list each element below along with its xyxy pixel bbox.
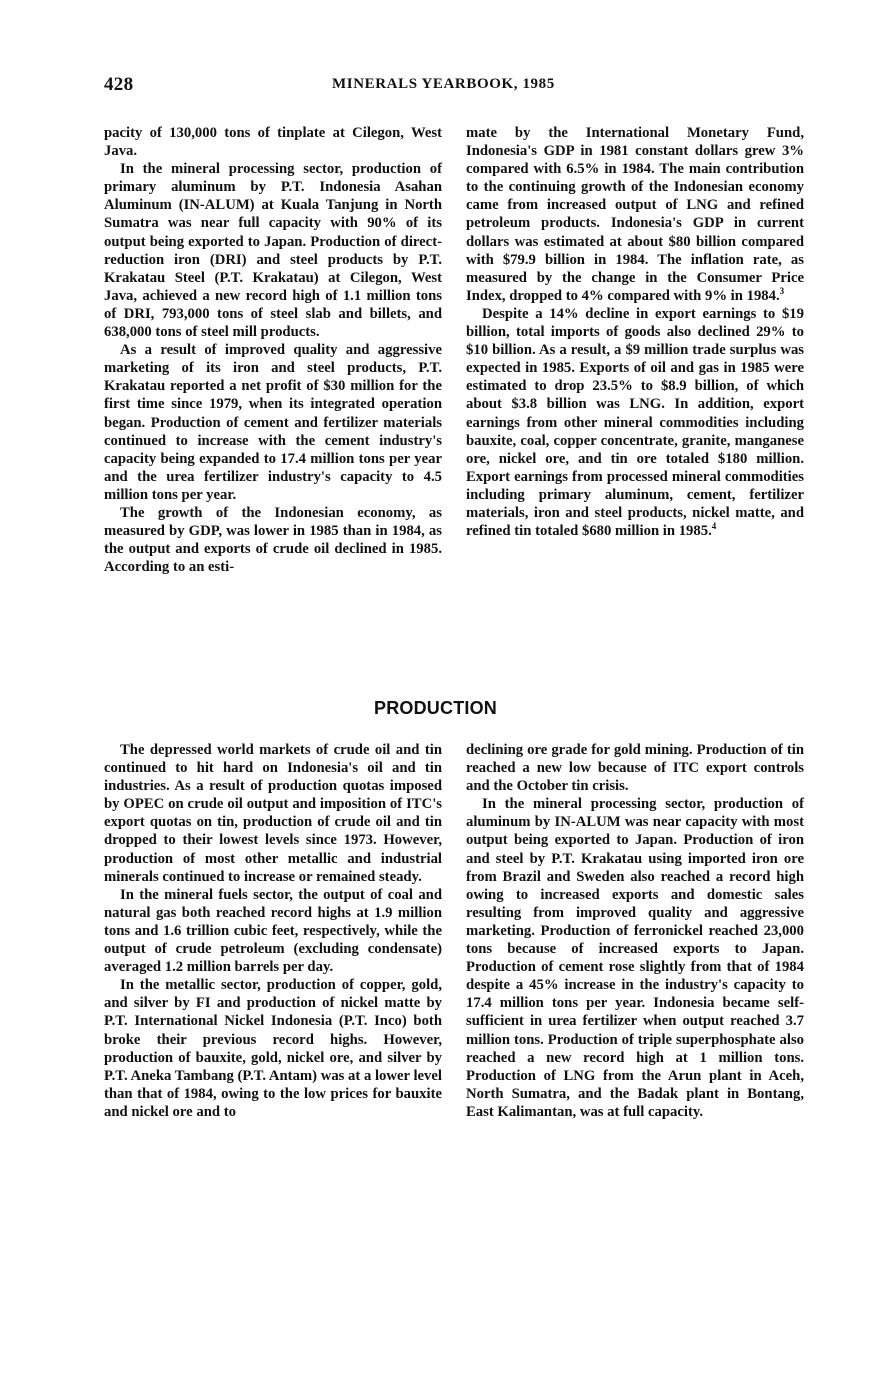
top-right-column: [466, 124, 804, 540]
paragraph: declining ore grade for gold mining. Production of tin reached a new low because of ITC export controls and the October tin crisis.: [466, 742, 804, 795]
paragraph: In the mineral fuels sector, the output of coal and natural gas both reached record highs at 1.9 million tons and 1.6 trillion cubic feet, respectively, while the output of crude petroleum (excluding condensate) averaged 1.2 million barrels per day.: [104, 886, 442, 976]
paragraph: In the mineral processing sector, production of aluminum by IN-ALUM was near capacity with most output being exported to Japan. Production of iron and steel by P.T. Krakatau using imported iron ore from Brazil and Sweden also reached a record high owing to increased exports and domestic sales resulting from improved quality and aggressive marketing. Production of ferronickel reached 23,000 tons because of increased exports to Japan. Production of cement rose slightly from that of 1984 despite a 45% increase in the industry's capacity to 17.4 million tons per year. Indonesia became self-sufficient in urea fertilizer when output reached 3.7 million tons. Production of triple superphosphate also reached a new record high at 1 million tons. Production of LNG from the Arun plant in Aceh, North Sumatra, and the Badak plant in Bontang, East Kalimantan, was at full capacity.: [466, 796, 804, 1120]
paragraph: [466, 124, 804, 305]
paragraph: The depressed world markets of crude oil and tin continued to hit hard on Indonesia's oil and tin industries. As a result of production quotas imposed by OPEC on crude oil output and imposition of ITC's export quotas on tin, production of crude oil and tin dropped to their lowest levels since 1973. However, production of most other metallic and industrial minerals continued to increase or remained steady.: [104, 742, 442, 885]
paragraph: [466, 305, 804, 540]
top-left-column: [104, 124, 442, 576]
paragraph: As a result of improved quality and aggressive marketing of its iron and steel products, P.T. Krakatau reported a net profit of $30 million for the first time since 1979, when its integrated operation began. Production of cement and fertilizer materials continued to increase with the cement industry's capacity being expanded to 17.4 million tons per year and the urea fertilizer industry's capacity to 4.5 million tons per year.: [104, 342, 442, 503]
running-head: MINERALS YEARBOOK, 1985: [332, 76, 555, 92]
page-header: [104, 74, 808, 100]
page-number: 428: [104, 74, 134, 95]
paragraph: The growth of the Indonesian economy, as measured by GDP, was lower in 1985 than in 1984, as the output and exports of crude oil declined in 1985. According to an esti-: [104, 504, 442, 576]
paragraph-text: Despite a 14% decline in export earnings to $19 billion, total imports of goods also declined 29% to $10 billion. As a result, a $9 million trade surplus was expected in 1985. Exports of oil and gas in 1985 were estimated to drop 23.5% to $8.9 billion, of which about $3.8 billion was LNG. In addition, export earnings from other mineral commodities including bauxite, coal, copper concentrate, granite, manganese ore, nickel ore, and tin ore totaled $180 million. Export earnings from processed mineral commodities including primary aluminum, cement, fertilizer materials, iron and steel products, nickel matte, and refined tin totaled $680 million in 1985.: [466, 305, 804, 540]
paragraph: In the metallic sector, production of copper, gold, and silver by FI and production of nickel matte by P.T. International Nickel Indonesia (P.T. Inco) both broke their previous record highs. However, production of bauxite, gold, nickel ore, and silver by P.T. Aneka Tambang (P.T. Antam) was at a lower level than that of 1984, owing to the low prices for bauxite and nickel ore and to: [104, 977, 442, 1120]
footnote-mark: 4: [711, 521, 717, 532]
section-heading: PRODUCTION: [374, 698, 497, 718]
bottom-left-column: [104, 741, 442, 1121]
paragraph: pacity of 130,000 tons of tinplate at Cilegon, West Java.: [104, 125, 442, 160]
bottom-right-column: [466, 741, 804, 1121]
footnote-mark: 3: [779, 285, 785, 296]
paragraph: In the mineral processing sector, production of primary aluminum by P.T. Indonesia Asahan Aluminum (IN-ALUM) at Kuala Tanjung in North Sumatra was near full capacity with 90% of its output being exported to Japan. Production of direct-reduction iron (DRI) and steel products by P.T. Krakatau Steel (P.T. Krakatau) at Cilegon, West Java, achieved a new record high of 1.1 million tons of DRI, 793,000 tons of steel slab and billets, and 638,000 tons of steel mill products.: [104, 161, 442, 341]
paragraph-text: mate by the International Monetary Fund, Indonesia's GDP in 1981 constant dollars grew 3% compared with 6.5% in 1984. The main contribution to the continuing growth of the Indonesian economy came from increased output of LNG and refined petroleum products. Indonesia's GDP in current dollars was estimated at about $80 billion compared with $79.9 billion in 1984. The inflation rate, as measured by the change in the Consumer Price Index, dropped to 4% compared with 9% in 1984.: [466, 125, 804, 304]
